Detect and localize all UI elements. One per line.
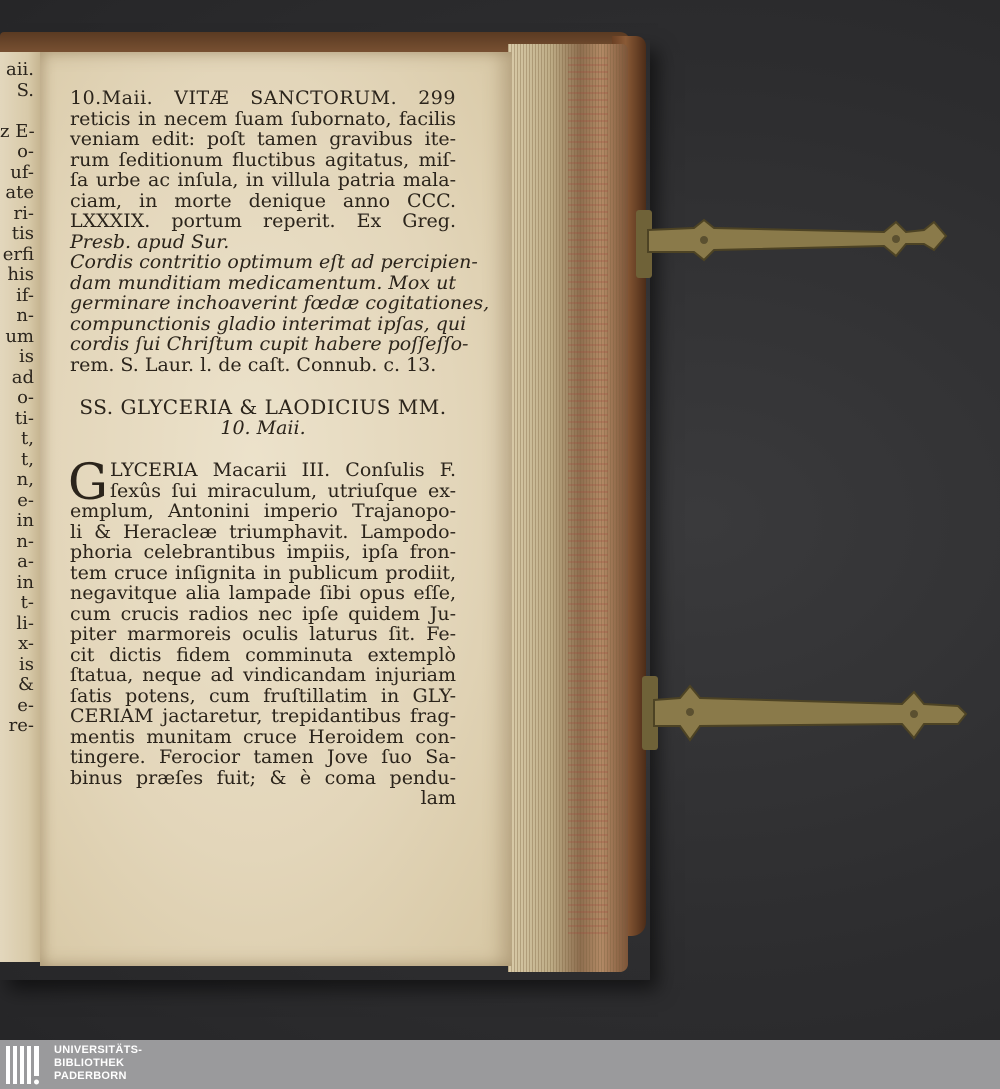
para3-line: emplum, Antonini imperio Trajanopo- — [70, 500, 456, 522]
left-page-fragment: S. — [16, 80, 34, 101]
left-page-fragment: aii. — [6, 60, 34, 80]
para2-line: compunctionis gladio interimat ipſas, qui — [70, 312, 467, 335]
left-page-fragment: um — [5, 326, 34, 347]
paragraph-3 — [70, 501, 456, 788]
left-page-fragment: n- — [16, 531, 34, 552]
left-page-fragment: x- — [18, 634, 34, 654]
para3-line: cum crucis radios nec ipſe quidem Ju- — [70, 602, 456, 625]
left-page-fragment: in — [16, 572, 34, 593]
para2-line: dam munditiam medicamentum. Mox ut — [70, 271, 456, 294]
left-page-fragment: ate — [5, 183, 34, 203]
left-page-fragment: in — [16, 511, 34, 531]
left-page-fragment: e- — [17, 695, 34, 716]
library-logo-bar — [0, 1040, 1000, 1089]
para1-line: Presb. apud Sur. — [70, 230, 230, 253]
para3-line: li & Heracleæ triumphavit. Lampodo- — [70, 520, 456, 543]
left-page-fragment — [0, 101, 40, 122]
left-page-fragment: t, — [21, 429, 34, 449]
drop-cap-letter: G — [68, 453, 108, 511]
left-page-fragment: his — [7, 265, 34, 285]
left-page-fragment: a- — [17, 552, 34, 572]
paragraph-3-line-1: LYCERIA Macarii III. Conſulis F. — [110, 459, 456, 481]
left-page-fragment: erfi — [2, 244, 34, 265]
section-date: 10. Maii. — [220, 416, 306, 439]
logo-line-3: PADERBORN — [54, 1070, 127, 1082]
para2-line: germinare inchoaverint fœdæ cogitationes, — [70, 292, 490, 314]
upper-brass-clasp — [634, 206, 956, 246]
para1-line: reticis in necem ſuam ſubornato, facilis — [70, 107, 456, 130]
section-title: SS. GLYCERIA & LAODICIUS MM. — [79, 395, 447, 419]
para2-line: Cordis contritio optimum eſt ad percipien- — [70, 251, 478, 273]
left-page-fragment: & — [17, 675, 34, 695]
para1-line: LXXXIX. portum reperit. Ex Greg. — [70, 210, 456, 232]
para3-line: cit dictis fidem comminuta extemplò — [70, 643, 456, 666]
para1-line: rum ſeditionum fluctibus agitatus, miſ- — [70, 148, 456, 171]
left-page-fragment: t, — [21, 449, 34, 470]
paragraph-3-line-2: ſexûs ſui miraculum, utriuſque ex- — [110, 479, 456, 502]
para1-line: ſa urbe ac inſula, in villula patria mala- — [70, 169, 456, 191]
left-page-fragment: is — [19, 347, 34, 367]
running-head: 10.Maii. VITÆ SANCTORUM. 299 — [70, 87, 456, 109]
paragraph-1 — [70, 109, 456, 253]
left-page-fragment: ad — [11, 367, 34, 388]
left-page-fragment: n, — [16, 470, 34, 490]
para3-line: CERIAM jactaretur, trepidantibus frag- — [70, 705, 456, 727]
page-text — [68, 87, 490, 809]
page-fore-edge — [508, 44, 628, 972]
left-page-fragment: ti- — [14, 408, 34, 429]
right-page — [40, 52, 512, 966]
para3-line: tingere. Ferocior tamen Jove ſuo Sa- — [70, 746, 456, 768]
left-page-fragment: li- — [16, 613, 34, 634]
lower-brass-clasp — [640, 674, 972, 714]
library-logo-text — [54, 1044, 142, 1083]
para3-line: tem cruce inſignita in publicum prodiit, — [70, 561, 456, 584]
left-page-fragment: z E- — [0, 121, 35, 142]
para3-line: ſatis potens, cum fruſtillatim in GLY- — [70, 684, 456, 707]
library-logo-icon — [6, 1044, 46, 1086]
left-page-fragments — [0, 60, 40, 737]
left-page-fragment: if- — [16, 285, 34, 306]
para3-line: piter marmoreis oculis laturus ſit. Fe- — [70, 623, 456, 645]
left-page-fragment: o- — [17, 388, 34, 408]
left-page-fragment: ri- — [13, 203, 34, 224]
para3-line: phoria celebrantibus impiis, ipſa fron- — [70, 541, 456, 563]
para3-line: ſtatua, neque ad vindicandam injuriam — [70, 664, 456, 686]
para1-line: ciam, in morte denique anno CCC. — [70, 189, 456, 212]
left-page-fragment: tis — [11, 224, 34, 244]
para1-line: veniam edit: poſt tamen gravibus ite- — [70, 128, 456, 150]
para3-line: mentis munitam cruce Heroidem con- — [70, 725, 456, 748]
para3-line: binus præſes fuit; & è coma pendu- — [70, 766, 456, 789]
logo-line-1: UNIVERSITÄTS- — [54, 1044, 143, 1056]
left-page-fragment: n- — [16, 306, 34, 326]
para2-line: cordis ſui Chriſtum cupit habere poſſeſſo- — [70, 333, 469, 355]
para2-line: rem. S. Laur. l. de caſt. Connub. c. 13. — [70, 353, 437, 376]
left-page-fragment: o- — [17, 142, 34, 162]
paragraph-2 — [70, 251, 490, 376]
para3-line: negavitque alia lampade ſibi opus eſſe, — [70, 582, 456, 604]
logo-line-2: BIBLIOTHEK — [54, 1057, 125, 1069]
left-page-fragment: uf- — [10, 162, 34, 183]
left-page-fragment: is — [19, 654, 34, 675]
left-page-fragment: e- — [17, 490, 34, 511]
catchword: lam — [420, 787, 456, 809]
left-page-fragment: re- — [8, 716, 34, 736]
left-page-fragment: t- — [20, 593, 34, 613]
